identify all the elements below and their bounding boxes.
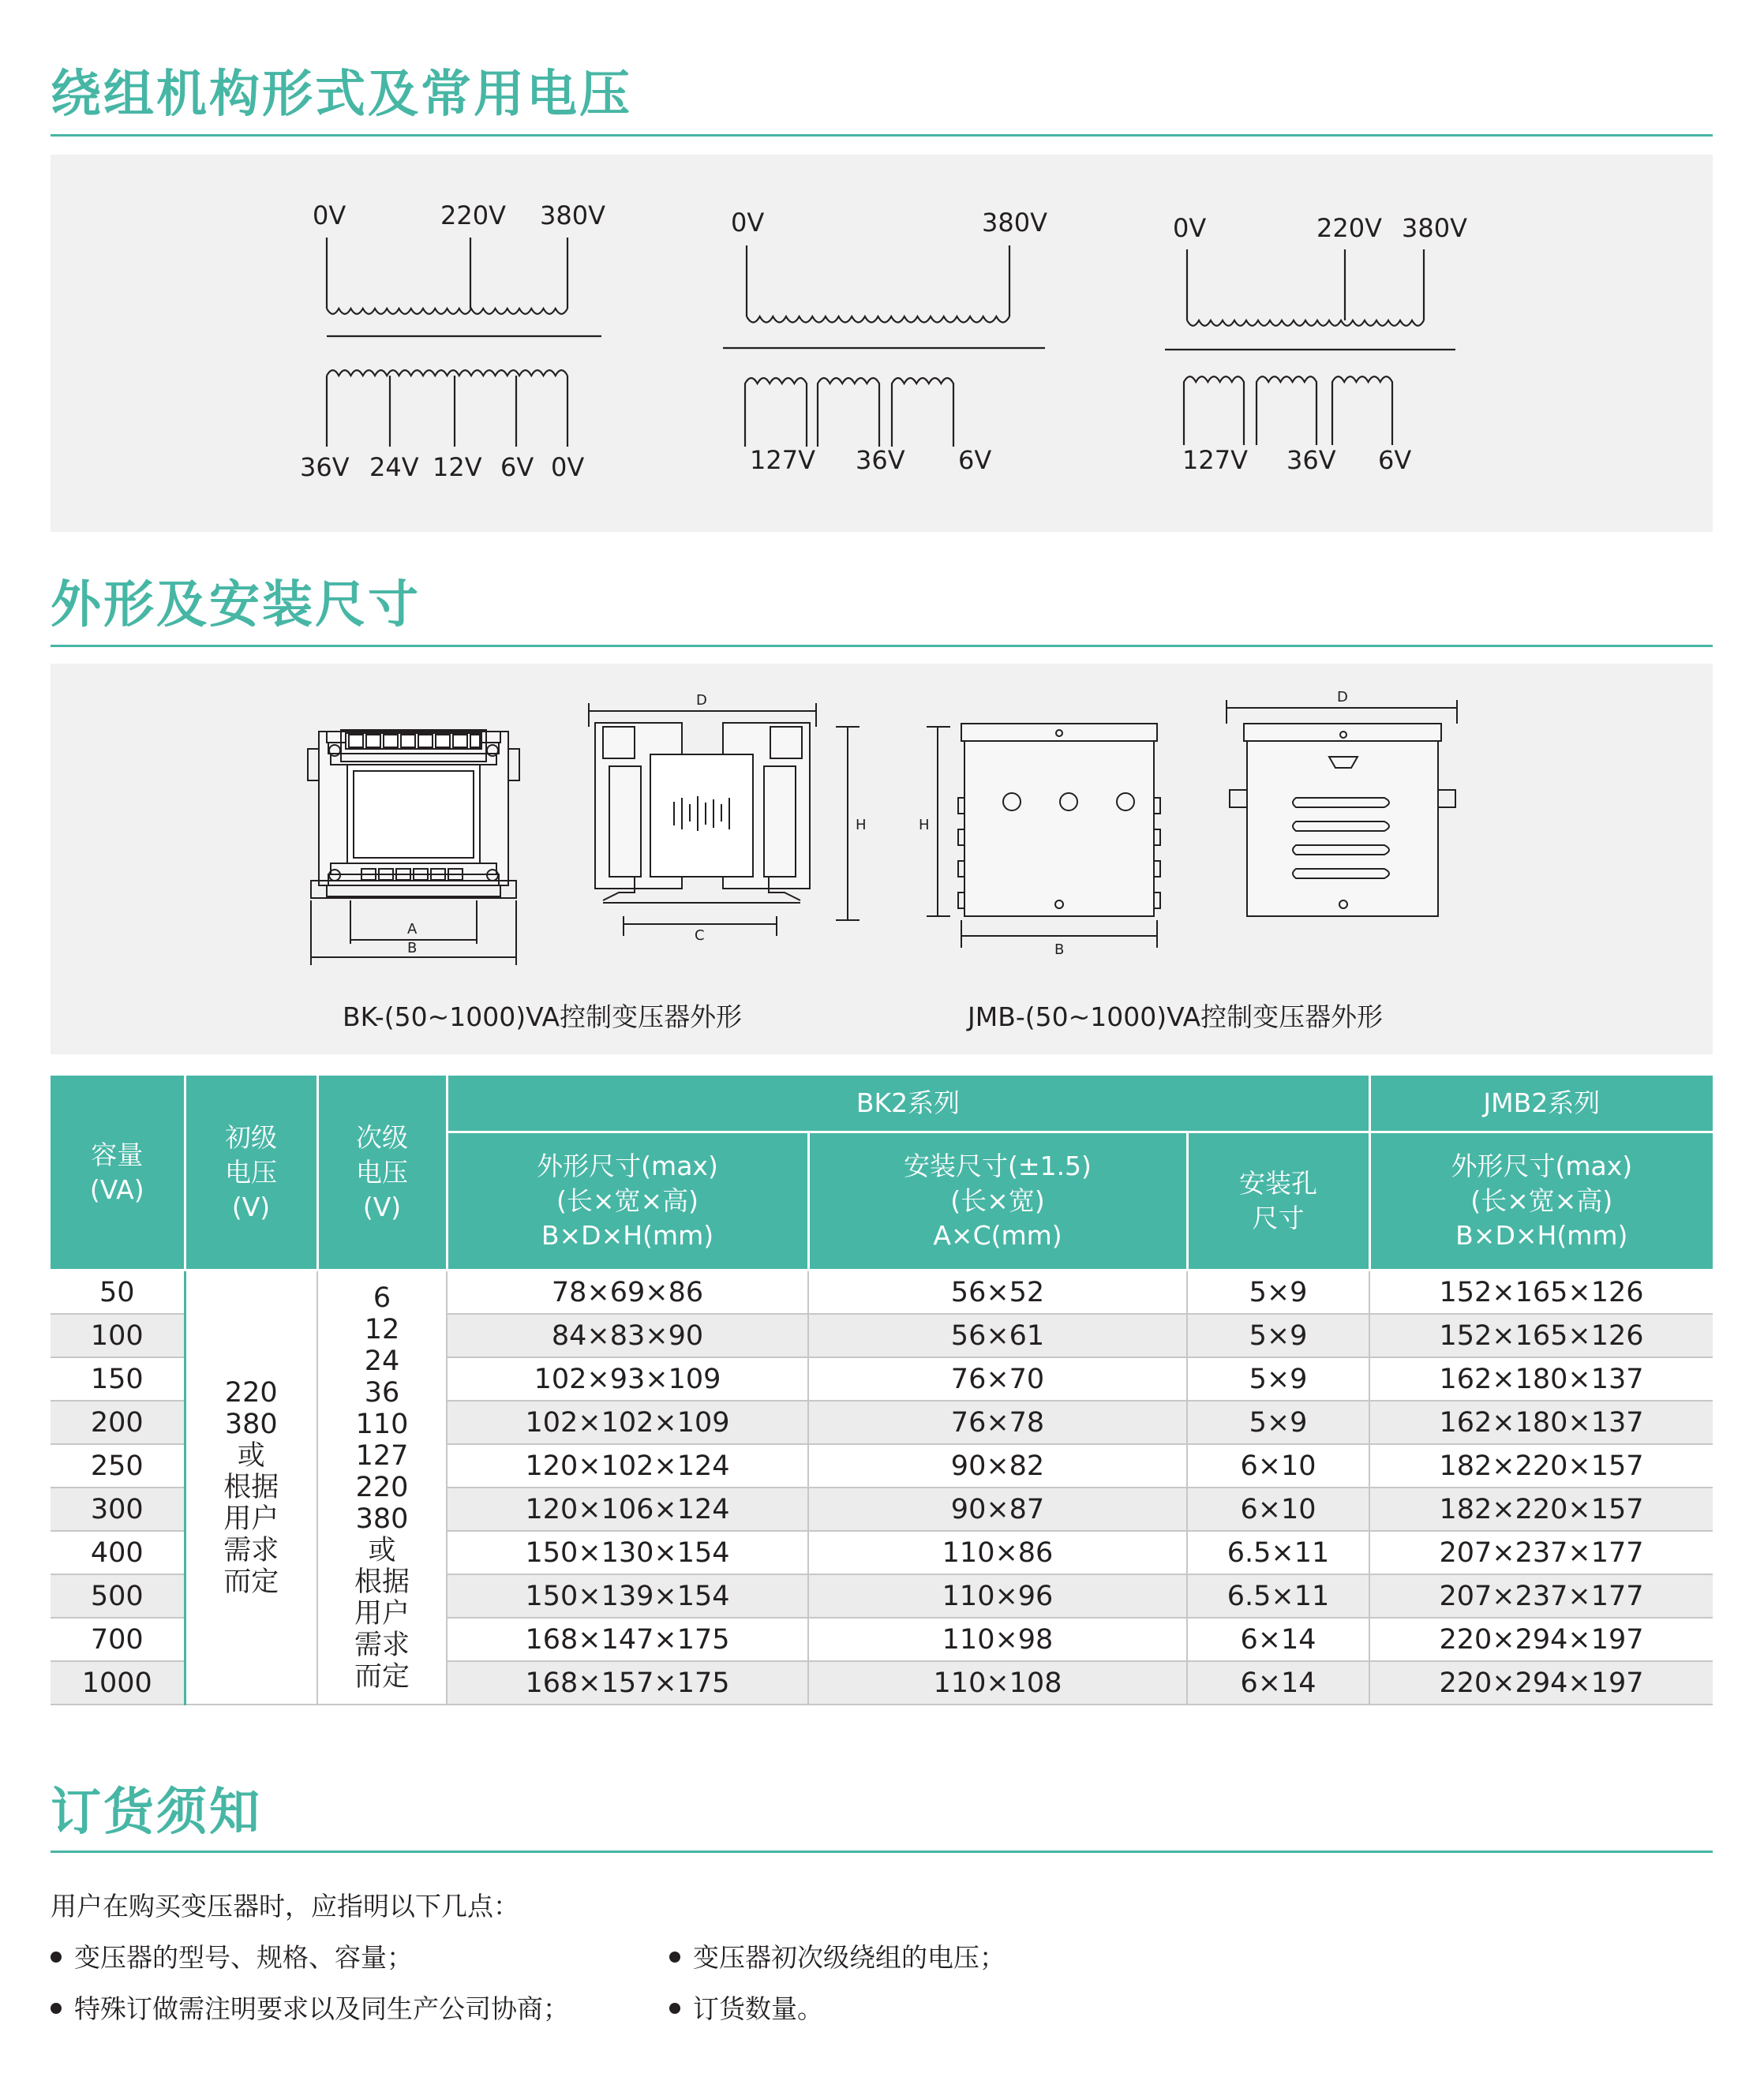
header-primary-voltage: 初级 电压 (V) (185, 1076, 317, 1271)
cell-capacity: 400 (51, 1531, 185, 1574)
secondary-voltage-cell: 6 12 24 36 110 127 220 380 或 根据 用户 需求 而定 (317, 1271, 447, 1705)
bk-side-view (589, 703, 860, 936)
cell-jmb-outline: 152×165×126 (1369, 1314, 1713, 1357)
jmb-label-d: D (1337, 689, 1348, 705)
order-item-4: 订货数量。 (669, 1989, 823, 2026)
cell-capacity: 300 (51, 1488, 185, 1531)
cell-bk-outline: 78×69×86 (447, 1271, 808, 1315)
header-jmb-outline: 外形尺寸(max) (长×宽×高) B×D×H(mm) (1369, 1132, 1713, 1271)
dimensions-section-rule (51, 645, 1713, 647)
cell-jmb-outline: 207×237×177 (1369, 1574, 1713, 1618)
d1-secondary-1: 24V (369, 452, 419, 482)
winding-diagrams-panel (51, 155, 1713, 532)
cell-bk-outline: 102×102×109 (447, 1401, 808, 1444)
cell-bk-outline: 102×93×109 (447, 1357, 808, 1401)
cell-bk-outline: 120×102×124 (447, 1444, 808, 1488)
cell-bk-outline: 150×130×154 (447, 1531, 808, 1574)
cell-capacity: 100 (51, 1314, 185, 1357)
outline-drawings-svg (51, 664, 1713, 1054)
cell-bk-mount: 110×96 (808, 1574, 1187, 1618)
order-section-rule (51, 1851, 1713, 1853)
d1-secondary-2: 12V (433, 452, 482, 482)
cell-bk-mount: 110×98 (808, 1618, 1187, 1661)
cell-bk-outline: 120×106×124 (447, 1488, 808, 1531)
bullet-dot (669, 2003, 680, 2014)
d2-primary-0: 0V (731, 208, 765, 238)
primary-voltage-cell: 220 380 或 根据 用户 需求 而定 (185, 1271, 317, 1705)
cell-capacity: 1000 (51, 1661, 185, 1705)
cell-bk-mount: 56×61 (808, 1314, 1187, 1357)
cell-bk-mount: 56×52 (808, 1271, 1187, 1315)
jmb-drawing-caption: JMB-(50~1000)VA控制变压器外形 (968, 1001, 1384, 1032)
cell-bk-mount: 110×108 (808, 1661, 1187, 1705)
d3-primary-1: 220V (1316, 213, 1382, 243)
cell-bk-hole: 6.5×11 (1187, 1531, 1369, 1574)
bk-drawing-caption: BK-(50~1000)VA控制变压器外形 (343, 1001, 743, 1032)
cell-bk-hole: 6.5×11 (1187, 1574, 1369, 1618)
d3-primary-0: 0V (1173, 213, 1207, 243)
d1-primary-0: 0V (313, 200, 346, 230)
table-row (51, 1271, 1713, 1315)
cell-jmb-outline: 182×220×157 (1369, 1488, 1713, 1531)
header-bk-mount: 安装尺寸(±1.5) (长×宽) A×C(mm) (808, 1132, 1187, 1271)
bk-label-b: B (407, 940, 418, 956)
d2-secondary-2: 6V (958, 445, 992, 475)
d3-secondary-1: 36V (1286, 445, 1336, 475)
cell-capacity: 500 (51, 1574, 185, 1618)
cell-capacity: 150 (51, 1357, 185, 1401)
d1-primary-2: 380V (540, 200, 605, 230)
header-secondary-voltage: 次级 电压 (V) (317, 1076, 447, 1271)
cell-bk-hole: 6×14 (1187, 1661, 1369, 1705)
header-jmb2-series: JMB2系列 (1369, 1076, 1713, 1132)
d2-primary-1: 380V (982, 208, 1047, 238)
d1-secondary-3: 6V (500, 452, 534, 482)
cell-capacity: 50 (51, 1271, 185, 1315)
jmb-front-view (927, 724, 1160, 948)
cell-capacity: 200 (51, 1401, 185, 1444)
bk-label-c: C (695, 927, 705, 944)
cell-jmb-outline: 220×294×197 (1369, 1618, 1713, 1661)
cell-jmb-outline: 152×165×126 (1369, 1271, 1713, 1315)
bk-label-d: D (696, 692, 707, 709)
bullet-dot (51, 2003, 62, 2014)
d3-secondary-2: 6V (1378, 445, 1412, 475)
bullet-dot (51, 1952, 62, 1963)
cell-bk-mount: 76×78 (808, 1401, 1187, 1444)
cell-jmb-outline: 220×294×197 (1369, 1661, 1713, 1705)
cell-jmb-outline: 207×237×177 (1369, 1531, 1713, 1574)
dimensions-section-title: 外形及安装尺寸 (51, 576, 421, 634)
cell-bk-outline: 150×139×154 (447, 1574, 808, 1618)
bullet-dot (669, 1952, 680, 1963)
cell-bk-hole: 6×10 (1187, 1488, 1369, 1531)
cell-capacity: 250 (51, 1444, 185, 1488)
header-capacity: 容量 (VA) (51, 1076, 185, 1271)
header-bk-outline: 外形尺寸(max) (长×宽×高) B×D×H(mm) (447, 1132, 808, 1271)
jmb-side-view (1227, 700, 1457, 916)
outline-drawings-panel (51, 664, 1713, 1054)
d3-secondary-0: 127V (1182, 445, 1248, 475)
cell-bk-outline: 168×147×175 (447, 1618, 808, 1661)
winding-section-rule (51, 134, 1713, 137)
bk-label-a: A (407, 921, 418, 937)
cell-bk-hole: 5×9 (1187, 1401, 1369, 1444)
d1-primary-1: 220V (440, 200, 506, 230)
winding-section-title: 绕组机构形式及常用电压 (51, 65, 632, 124)
cell-jmb-outline: 162×180×137 (1369, 1401, 1713, 1444)
d3-primary-2: 380V (1402, 213, 1467, 243)
order-item-2: 变压器初次级绕组的电压； (669, 1937, 1006, 1974)
d2-secondary-0: 127V (750, 445, 815, 475)
header-bk2-series: BK2系列 (447, 1076, 1369, 1132)
winding-diagram-2 (723, 245, 1045, 447)
cell-bk-hole: 6×14 (1187, 1618, 1369, 1661)
header-bk-hole: 安装孔 尺寸 (1187, 1132, 1369, 1271)
cell-bk-hole: 5×9 (1187, 1314, 1369, 1357)
jmb-label-b: B (1054, 941, 1065, 958)
order-intro: 用户在购买变压器时，应指明以下几点： (51, 1891, 519, 1922)
winding-diagram-1 (327, 238, 601, 447)
cell-jmb-outline: 162×180×137 (1369, 1357, 1713, 1401)
cell-jmb-outline: 182×220×157 (1369, 1444, 1713, 1488)
cell-capacity: 700 (51, 1618, 185, 1661)
order-item-3: 特殊订做需注明要求以及同生产公司协商； (51, 1989, 569, 2026)
jmb-label-h: H (919, 817, 930, 833)
d1-secondary-4: 0V (551, 452, 585, 482)
d1-secondary-0: 36V (300, 452, 350, 482)
cell-bk-hole: 5×9 (1187, 1271, 1369, 1315)
spec-table (51, 1076, 1713, 1705)
cell-bk-outline: 168×157×175 (447, 1661, 808, 1705)
cell-bk-hole: 5×9 (1187, 1357, 1369, 1401)
order-section-title: 订货须知 (51, 1783, 262, 1842)
cell-bk-mount: 110×86 (808, 1531, 1187, 1574)
d2-secondary-1: 36V (856, 445, 905, 475)
cell-bk-mount: 90×87 (808, 1488, 1187, 1531)
order-item-1: 变压器的型号、规格、容量； (51, 1937, 413, 1974)
cell-bk-mount: 76×70 (808, 1357, 1187, 1401)
winding-diagrams-svg (51, 155, 1713, 532)
bk-label-h: H (856, 817, 867, 833)
cell-bk-outline: 84×83×90 (447, 1314, 808, 1357)
cell-bk-mount: 90×82 (808, 1444, 1187, 1488)
winding-diagram-3 (1165, 249, 1455, 445)
cell-bk-hole: 6×10 (1187, 1444, 1369, 1488)
